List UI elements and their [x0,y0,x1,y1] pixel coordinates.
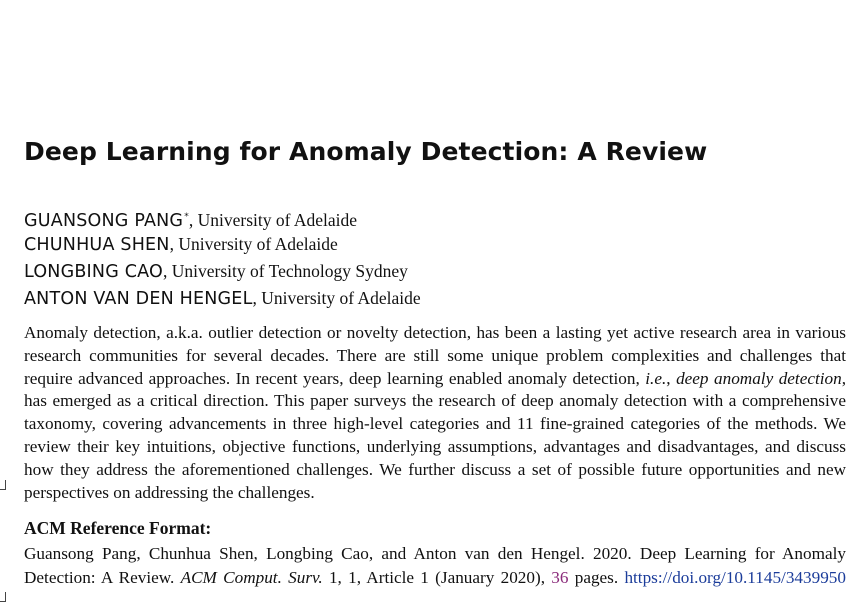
acm-reference-heading: ACM Reference Format: [24,518,212,538]
author-entry [24,204,421,231]
author-name: LONGBING CAO [24,262,163,282]
author-entry [24,231,421,258]
author-list [24,204,421,312]
doi-link[interactable]: https://doi.org/10.1145/3439950 [624,567,846,587]
author-name: GUANSONG PANG* [24,211,189,231]
margin-crop-mark [0,592,6,602]
author-affiliation: , University of Adelaide [252,288,421,308]
author-affiliation: , University of Technology Sydney [163,261,408,281]
journal-name: ACM Comput. Surv. [180,567,323,587]
author-name: CHUNHUA SHEN [24,235,170,255]
author-affiliation: , University of Adelaide [169,234,338,254]
author-footnote-marker: * [184,212,189,222]
abstract-ie: i.e. [645,368,667,388]
paper-title: Deep Learning for Anomaly Detection: A Review [24,137,708,166]
acm-reference-text: Guansong Pang, Chunhua Shen, Longbing Cao, and Anton van den Hengel. 2020. Deep Learning for Anomaly Detection: A Review. ACM Comput. Surv. 1, 1, Article 1 (January 2020), 36 pages. https://doi.org/10.1145/3439950 [24,544,846,587]
author-entry [24,285,421,312]
author-affiliation: , University of Adelaide [188,210,358,230]
abstract: Anomaly detection, a.k.a. outlier detection or novelty detection, has been a lasting yet active research area in various research communities for several decades. There are still some unique problem complexities and challenges that require advanced approaches. In recent years, deep learning enabled anomaly detection, i.e., deep anomaly detection, has emerged as a critical direction. This paper surveys the research of deep anomaly detection with a comprehensive taxonomy, covering advancements in three high-level categories and 11 fine-grained categories of the methods. We review their key intuitions, objective functions, underlying assumptions, advantages and disadvantages, and discuss how they address the aforementioned challenges. We further discuss a set of possible future opportunities and new perspectives on addressing the challenges. [24,323,846,502]
page-count-link[interactable]: 36 [551,567,569,587]
abstract-term: deep anomaly detection [676,368,842,388]
author-entry [24,258,421,285]
margin-crop-mark [0,480,6,490]
author-name: ANTON VAN DEN HENGEL [24,289,253,309]
